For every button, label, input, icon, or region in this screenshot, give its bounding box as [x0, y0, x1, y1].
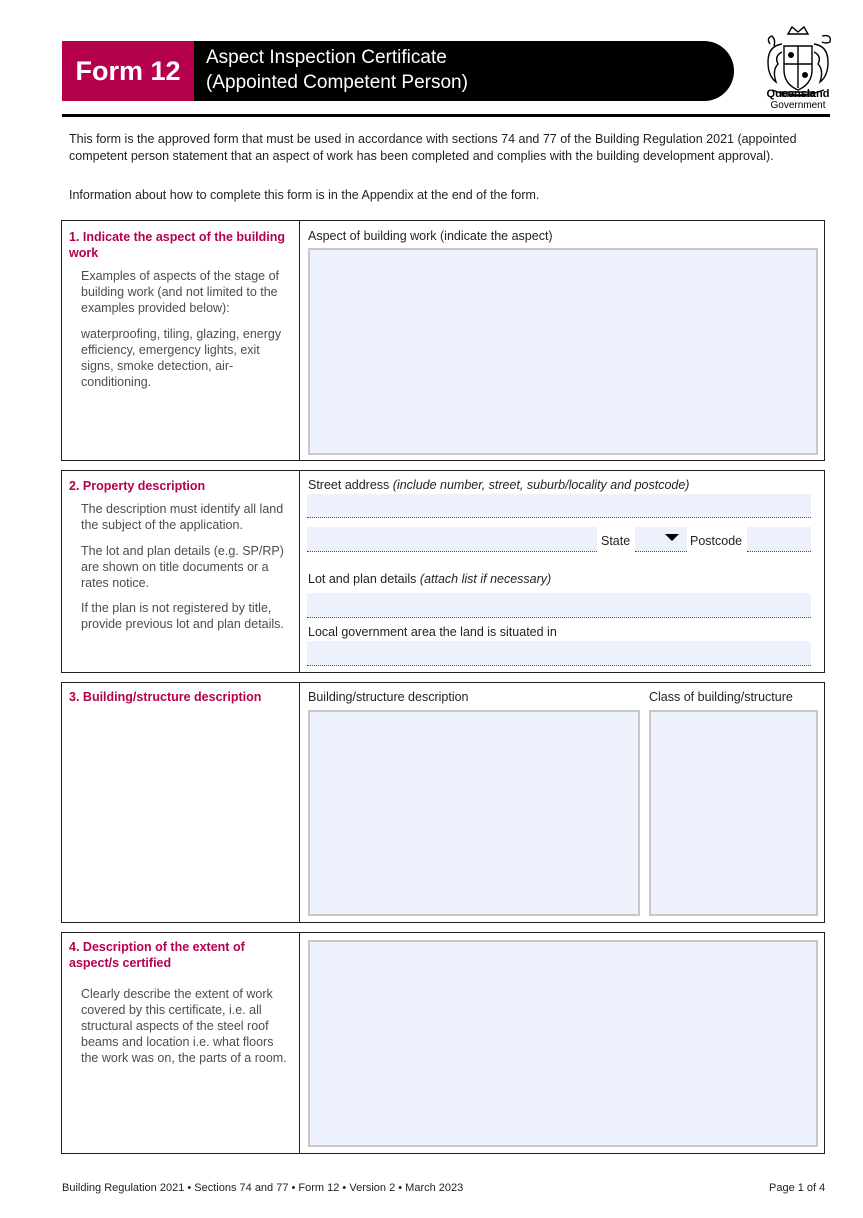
street-label-text: Street address — [308, 478, 390, 492]
section-3-title: Building/structure description — [82, 690, 262, 704]
section-3-number: 3. — [69, 690, 80, 704]
footer-reference: Building Regulation 2021 • Sections 74 and 77 • Form 12 • Version 2 • March 2023 — [62, 1182, 464, 1194]
lot-plan-input[interactable] — [307, 593, 811, 618]
section-divider — [299, 471, 300, 672]
section-3-heading — [69, 689, 294, 705]
section-divider — [299, 683, 300, 922]
postcode-label: Postcode — [690, 534, 743, 548]
section-divider — [299, 933, 300, 1153]
lga-input[interactable] — [307, 641, 811, 666]
state-label: State — [601, 534, 631, 548]
section-2-heading — [69, 478, 294, 494]
section-1-heading — [69, 229, 294, 261]
form-title-line1: Aspect Inspection Certificate — [206, 47, 447, 68]
street-address-label — [308, 477, 689, 493]
section-property — [61, 470, 825, 673]
form-number-badge — [62, 41, 194, 101]
postcode-input[interactable] — [747, 527, 811, 552]
section-extent — [61, 932, 825, 1154]
intro-info: Information about how to complete this form is in the Appendix at the end of the form. — [69, 188, 540, 202]
section-1-examples: waterproofing, tiling, glazing, energy efficiency, emergency lights, exit signs, smoke detection, air-conditioning. — [81, 327, 282, 389]
lga-label: Local government area the land is situated in — [308, 625, 557, 639]
section-4-note: Clearly describe the extent of work covered by this certificate, i.e. all structural aspects of the steel roof beams and location i.e. what floors the work was on, the parts of a room. — [81, 987, 287, 1065]
state-select[interactable] — [635, 527, 687, 552]
title-bar — [194, 41, 734, 101]
section-2-note-3: If the plan is not registered by title, provide previous lot and plan details. — [81, 601, 284, 631]
section-4-number: 4. — [69, 940, 80, 954]
form-number: Form 12 — [75, 55, 181, 86]
street-label-hint: (include number, street, suburb/locality and postcode) — [392, 478, 690, 492]
header-rule — [62, 114, 830, 117]
section-4-heading — [69, 939, 294, 971]
lot-plan-label — [308, 571, 551, 587]
section-1-note: Examples of aspects of the stage of building work (and not limited to the examples provided below): — [81, 269, 280, 315]
street-address-line2-input[interactable] — [307, 527, 597, 552]
section-2-note-2: The lot and plan details (e.g. SP/RP) are shown on title documents or a rates notice. — [81, 544, 284, 590]
building-description-label: Building/structure description — [308, 690, 469, 704]
section-2-number: 2. — [69, 479, 80, 493]
section-building — [61, 682, 825, 923]
lot-label-hint: (attach list if necessary) — [419, 572, 552, 586]
building-class-label: Class of building/structure — [649, 690, 793, 704]
section-2-note-1: The description must identify all land the subject of the application. — [81, 502, 284, 532]
lot-label-text: Lot and plan details — [308, 572, 417, 586]
section-4-title: Description of the extent of aspect/s certified — [69, 940, 245, 970]
section-2-title: Property description — [82, 479, 206, 493]
intro-paragraph: This form is the approved form that must be used in accordance with sections 74 and 77 of the Building Regulation 2021 (appointed competent person statement that an aspect of work has been completed and complies with the building development approval). — [69, 132, 797, 163]
street-address-line1-input[interactable] — [307, 494, 811, 518]
section-divider — [299, 221, 300, 460]
page-number: Page 1 of 4 — [769, 1182, 826, 1194]
aspect-input[interactable] — [308, 248, 818, 455]
building-description-input[interactable] — [308, 710, 640, 916]
extent-input[interactable] — [308, 940, 818, 1147]
building-class-input[interactable] — [649, 710, 818, 916]
section-1-title: Indicate the aspect of the building work — [69, 230, 286, 260]
section-aspect — [61, 220, 825, 461]
logo-wordmark: Queensland — [766, 88, 830, 100]
section-1-number: 1. — [69, 230, 80, 244]
aspect-field-label: Aspect of building work (indicate the aspect) — [308, 229, 553, 243]
form-title-line2: (Appointed Competent Person) — [206, 72, 468, 93]
logo-subtext: Government — [770, 100, 826, 111]
chevron-down-icon[interactable] — [665, 534, 679, 541]
